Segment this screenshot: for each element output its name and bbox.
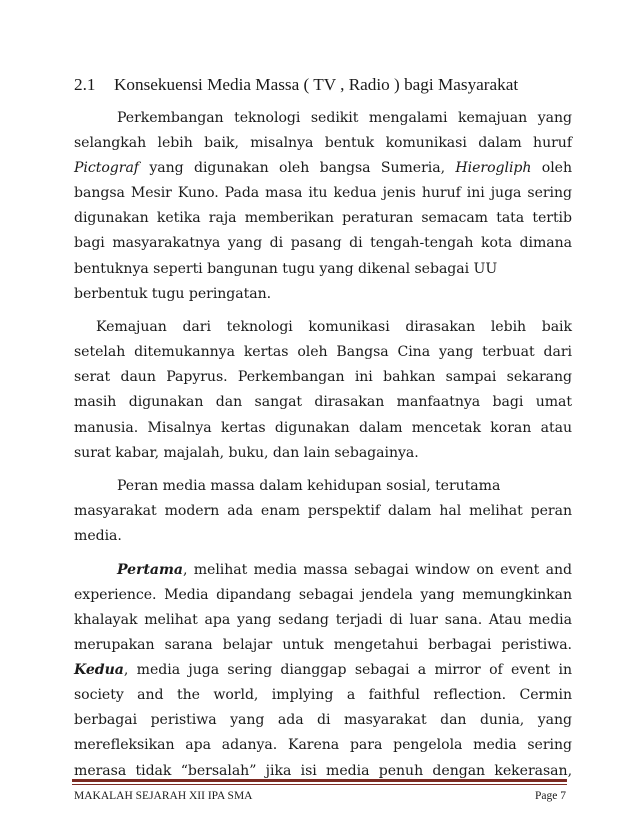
paragraph-4 <box>74 558 572 784</box>
text-line: manusia. Misalnya kertas digunakan dalam mencetak koran atau <box>74 419 572 436</box>
text-line: serat daun Papyrus. Perkembangan ini bahkan sampai sekarang <box>74 369 572 386</box>
section-title: Konsekuensi Media Massa ( TV , Radio ) bagi Masyarakat <box>114 75 519 94</box>
text-line: surat kabar, majalah, buku, dan lain sebagainya. <box>74 444 419 461</box>
text-line: merupakan sarana belajar untuk mengetahui berbagai peristiwa. <box>74 637 572 654</box>
text-fragment: oleh <box>531 160 572 177</box>
text-line: masyarakat modern ada enam perspektif dalam hal melihat peran <box>74 503 572 520</box>
footer-rule-thin <box>72 784 567 785</box>
text-line: masih digunakan dan sangat dirasakan manfaatnya bagi umat <box>74 394 572 411</box>
text-line <box>74 156 572 181</box>
body-text <box>74 106 572 792</box>
paragraph-1 <box>74 106 572 307</box>
text-line: khalayak melihat apa yang sedang terjadi di luar sana. Atau media <box>74 611 572 628</box>
text-line: berbagai peristiwa yang ada di masyarakat dan dunia, yang <box>74 712 572 729</box>
section-number: 2.1 <box>74 75 96 94</box>
footer-title: MAKALAH SEJARAH XII IPA SMA <box>74 790 253 802</box>
text-line: Peran media massa dalam kehidupan sosial, terutama <box>117 478 501 495</box>
text-line: setelah ditemukannya kertas oleh Bangsa Cina yang terbuat dari <box>74 344 572 361</box>
text-line <box>74 658 572 683</box>
paragraph-2 <box>74 315 572 466</box>
bold-italic-term: Kedua <box>74 662 124 679</box>
paragraph-3 <box>74 474 572 549</box>
text-line: bangsa Mesir Kuno. Pada masa itu kedua jenis huruf ini juga sering <box>74 185 572 202</box>
text-line <box>74 558 572 583</box>
text-line: society and the world, implying a faithful reflection. Cermin <box>74 687 572 704</box>
italic-term: Pictograf <box>74 160 139 177</box>
bold-italic-term: Pertama <box>117 561 183 578</box>
text-line: selangkah lebih baik, misalnya bentuk komunikasi dalam huruf <box>74 135 572 152</box>
section-heading <box>74 74 574 96</box>
text-fragment: , media juga sering dianggap sebagai a mirror of event in <box>123 662 572 679</box>
page-number: Page 7 <box>535 790 566 802</box>
text-fragment: , melihat media massa sebagai window on event and <box>182 561 572 578</box>
footer-rule-thick <box>72 779 567 782</box>
text-line: Perkembangan teknologi sedikit mengalami kemajuan yang <box>117 110 572 126</box>
text-fragment: yang digunakan oleh bangsa Sumeria, <box>138 160 456 177</box>
text-line: bentuknya seperti bangunan tugu yang dikenal sebagai UU <box>74 260 498 277</box>
text-line: berbentuk tugu peringatan. <box>74 285 272 302</box>
text-line: merefleksikan apa adanya. Karena para pengelola media sering <box>74 737 572 754</box>
text-line: merasa tidak “bersalah” jika isi media penuh dengan kekerasan, <box>74 762 572 779</box>
text-line: bagi masyarakatnya yang di pasang di tengah-tengah kota dimana <box>74 235 572 252</box>
italic-term: Hierogliph <box>455 160 532 177</box>
text-line: experience. Media dipandang sebagai jendela yang memungkinkan <box>74 586 572 603</box>
text-line: digunakan ketika raja memberikan peraturan semacam tata tertib <box>74 210 572 227</box>
text-line: media. <box>74 528 122 545</box>
text-line: Kemajuan dari teknologi komunikasi dirasakan lebih baik <box>96 319 572 336</box>
